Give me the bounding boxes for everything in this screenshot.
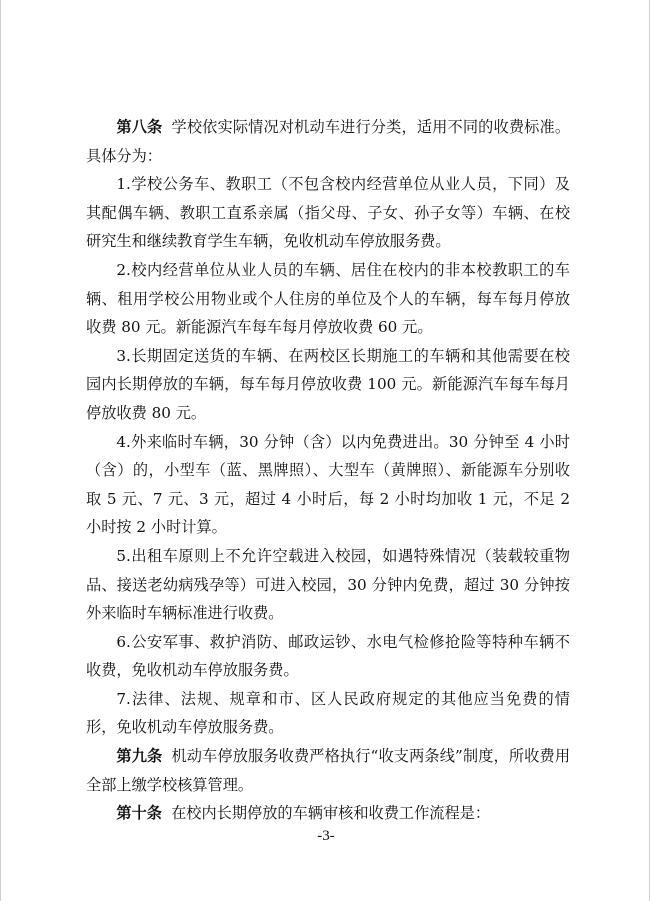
article-10 — [86, 799, 570, 828]
article-8-intro-text: 学校依实际情况对机动车进行分类，适用不同的收费标准。具体分为： — [86, 118, 571, 165]
article-8-heading: 第八条 — [116, 118, 163, 136]
article-8-intro — [86, 113, 570, 170]
article-8-item-1: 1.学校公务车、教职工（不包含校内经营单位从业人员，下同）及其配偶车辆、教职工直系亲属（指父母、子女、孙子女等）车辆、在校研究生和继续教育学生车辆，免收机动车停放服务费。 — [86, 175, 570, 251]
article-9-heading: 第九条 — [116, 747, 163, 766]
page-number: -3- — [317, 828, 335, 844]
document-body — [86, 113, 570, 828]
article-8-item-2: 2.校内经营单位从业人员的车辆、居住在校内的非本校教职工的车辆、租用学校公用物业或个人住房的单位及个人的车辆，每车每月停放收费 80 元。新能源汽车每车每月停放收费 60 元。 — [86, 260, 570, 337]
article-8-item-4: 4.外来临时车辆，30 分钟（含）以内免费进出。30 分钟至 4 小时（含）的，小型车（蓝、黑牌照）、大型车（黄牌照）、新能源车分别收取 5 元、7 元、3 元，超过 4 小时后，每 2 小时均加收 1 元，不足 2 小时按 2 小时计算。 — [86, 432, 570, 537]
article-9 — [86, 742, 570, 799]
article-9-text: 机动车停放服务收费严格执行“收支两条线”制度，所收费用全部上缴学校核算管理。 — [86, 747, 571, 794]
article-10-heading: 第十条 — [116, 804, 162, 823]
article-8-item-5: 5.出租车原则上不允许空载进入校园，如遇特殊情况（装载较重物品、接送老幼病残孕等）可进入校园，30 分钟内免费，超过 30 分钟按外来临时车辆标准进行收费。 — [86, 546, 570, 623]
article-8-item-7: 7.法律、法规、规章和市、区人民政府规定的其他应当免费的情形，免收机动车停放服务费。 — [86, 689, 570, 737]
article-8-item-3: 3.长期固定送货的车辆、在两校区长期施工的车辆和其他需要在校园内长期停放的车辆，每车每月停放收费 100 元。新能源汽车每车每月停放收费 80 元。 — [86, 346, 570, 422]
article-8-item-6: 6.公安军事、救护消防、邮政运钞、水电气检修抢险等特种车辆不收费，免收机动车停放服务费。 — [86, 632, 570, 680]
article-10-text: 在校内长期停放的车辆审核和收费工作流程是： — [171, 804, 490, 823]
